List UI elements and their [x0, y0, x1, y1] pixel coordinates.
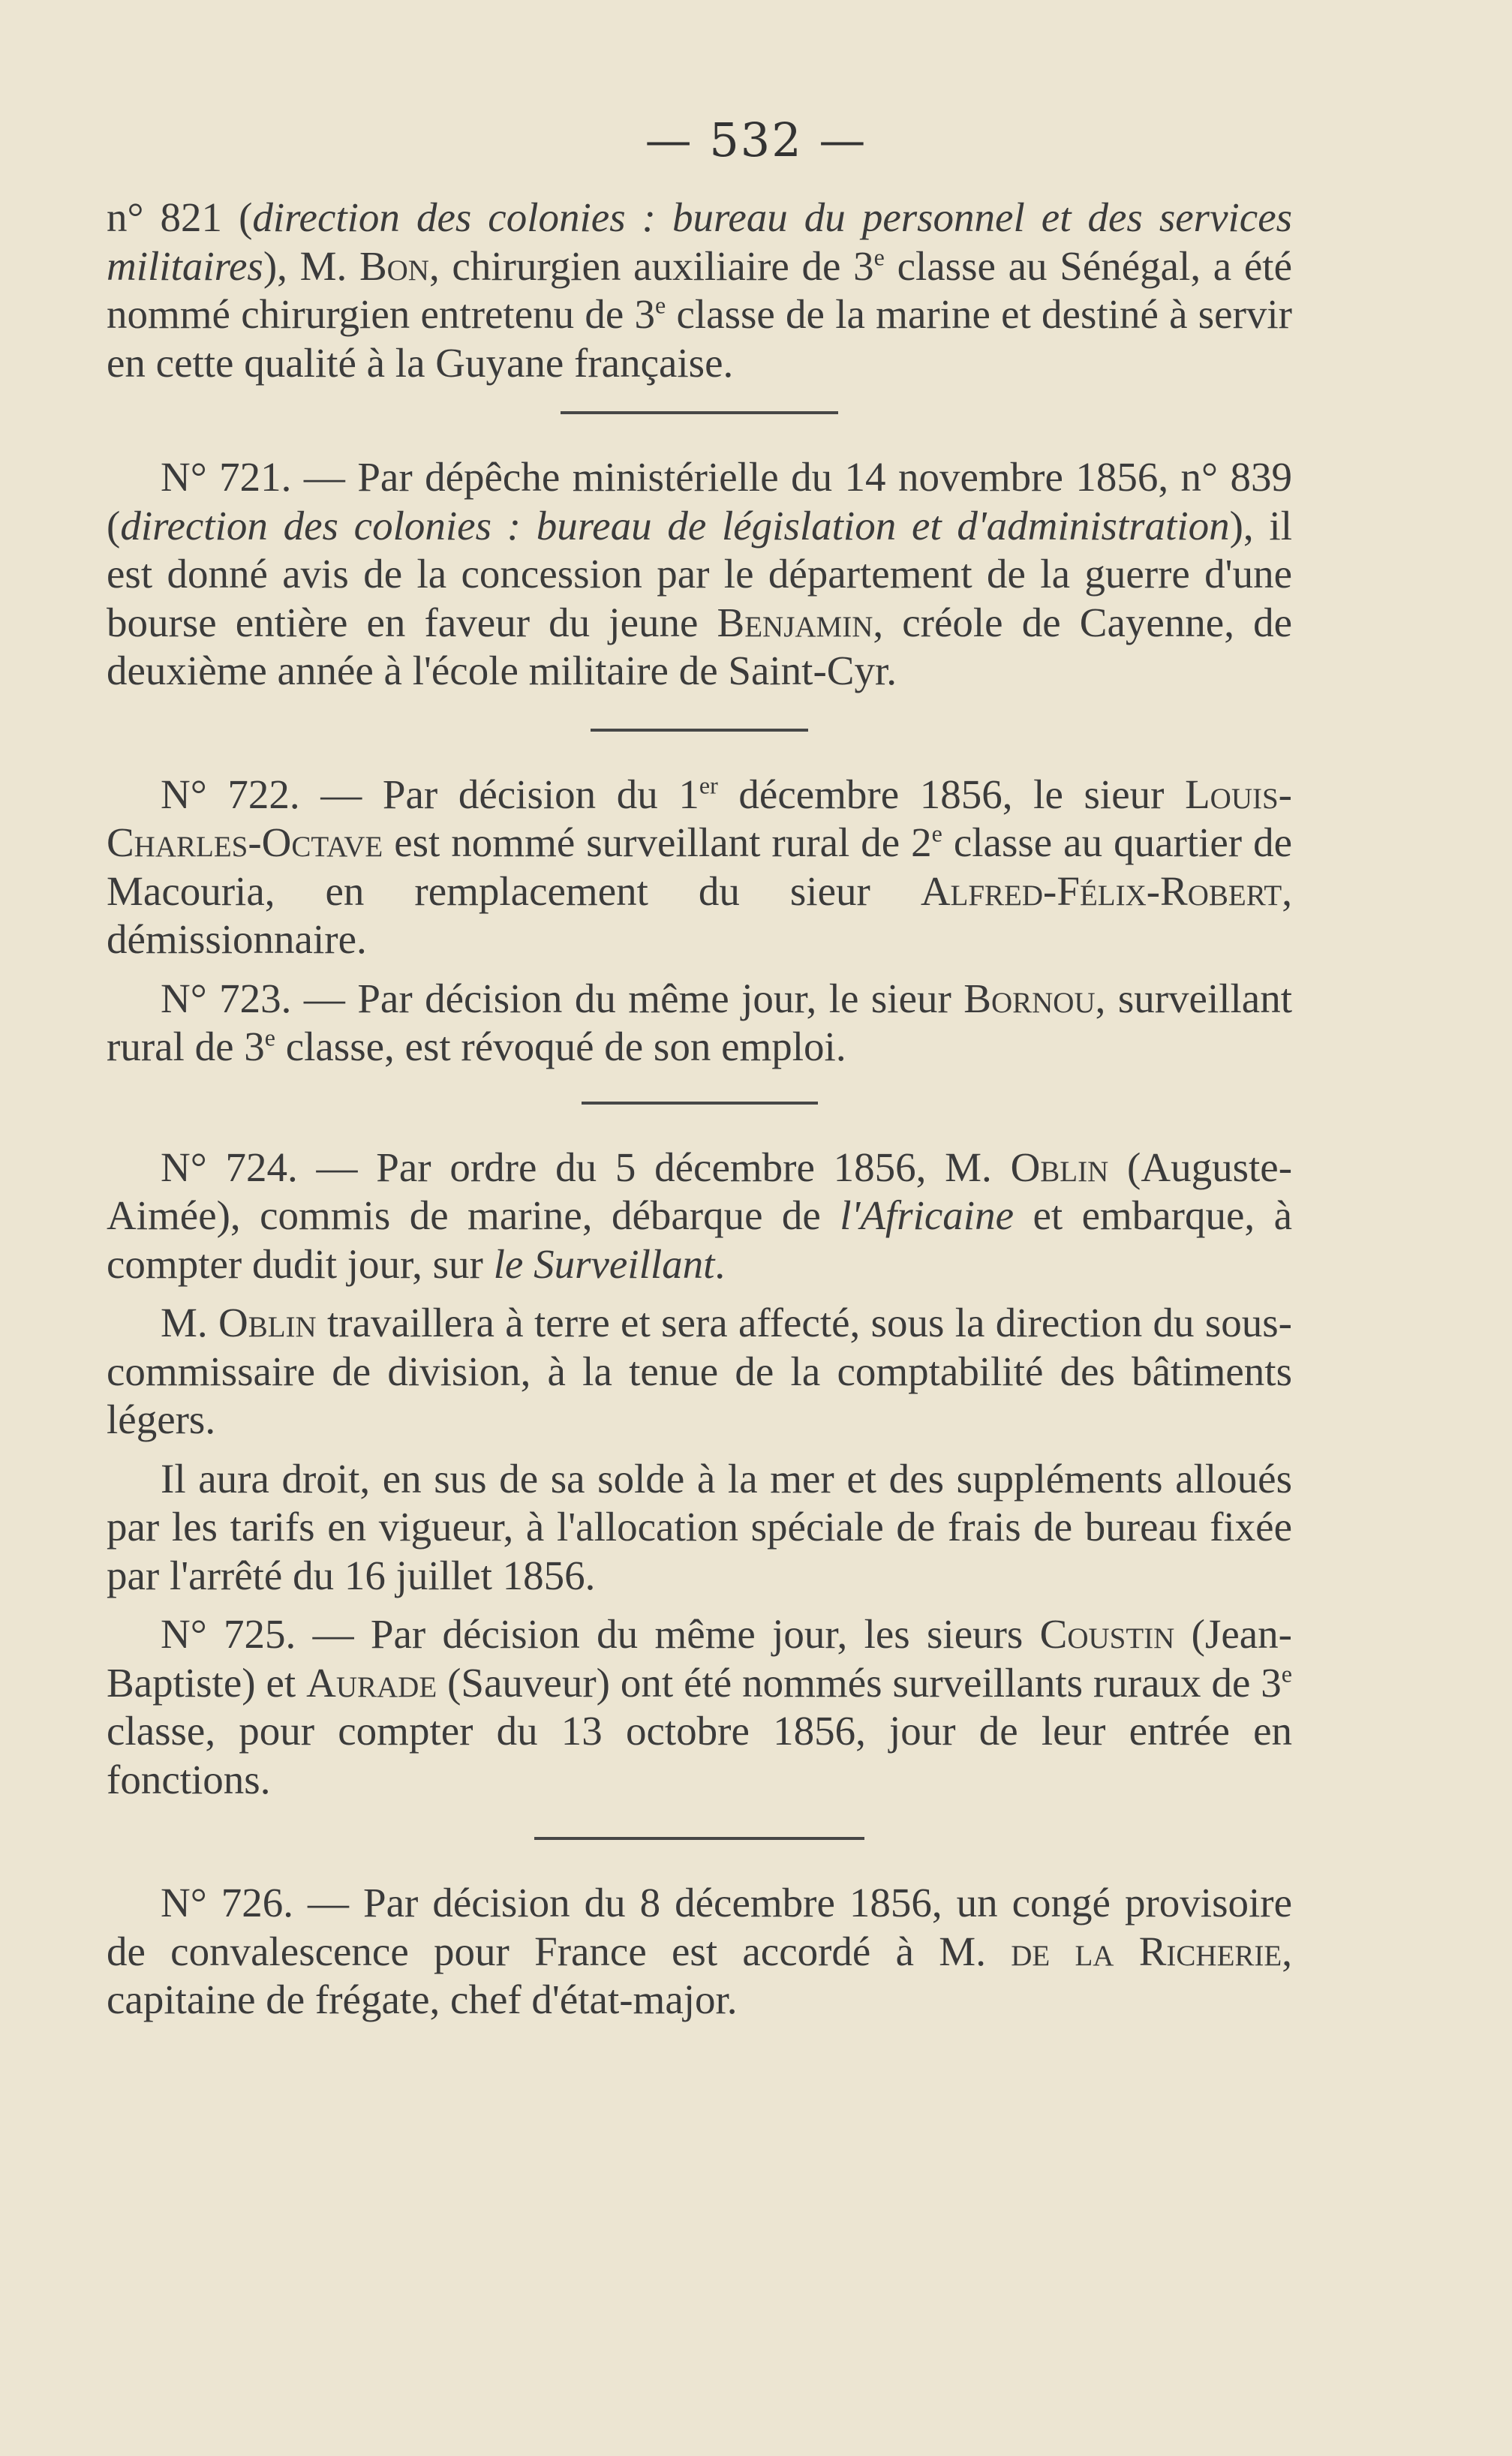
paragraph-724-allowance: Il aura droit, en sus de sa solde à la mer et des suppléments alloués par les tarifs en vigueur, à l'allocation spéciale de frais de bureau fixée par l'arrêté du 16 juillet 1856. — [107, 1455, 1292, 1598]
page-body — [107, 194, 1292, 2025]
paragraph-723: N° 723. — Par décision du même jour, le sieur Bornou, surveillant rural de 3e classe, est révoqué de son emploi. — [107, 975, 1292, 1069]
paragraph-continuation: n° 821 (direction des colonies : bureau du personnel et des services militaires), M. Bon, chirurgien auxiliaire de 3e classe au Sénégal, a été nommé chirurgien entretenu de 3e classe de la marine et destiné à servir en cette qualité à la Guyane française. — [107, 194, 1293, 386]
paragraph-725: N° 725. — Par décision du même jour, les sieurs Coustin (Jean-Baptiste) et Aurade (Sauveur) ont été nommés surveillants ruraux de 3e classe, pour compter du 13 octobre 1856, jour de leur entrée en fonctions. — [107, 1611, 1292, 1802]
paragraph-724-detail: M. Oblin travaillera à terre et sera affecté, sous la direction du sous-commissaire de division, à la tenue de la comptabilité des bâtiments légers. — [107, 1300, 1292, 1442]
page-number: — 532 — — [645, 113, 867, 167]
paragraph-722: N° 722. — Par décision du 1er décembre 1856, le sieur Louis-Charles-Octave est nommé surveillant rural de 2e classe au quartier de Macouria, en remplacement du sieur Alfred-Félix-Robert, démissionnaire. — [107, 771, 1292, 962]
separator-rule — [534, 1837, 864, 1840]
paragraph-721: N° 721. — Par dépêche ministérielle du 14 novembre 1856, n° 839 (direction des colonies : bureau de législation et d'administration), il est donné avis de la concession par le département de la guerre d'une bourse entière en faveur du jeune Benjamin, créole de Cayenne, de deuxième année à l'école militaire de Saint-Cyr. — [107, 454, 1292, 693]
separator-rule — [561, 411, 838, 414]
separator-rule — [582, 1102, 818, 1105]
paragraph-724: N° 724. — Par ordre du 5 décembre 1856, M. Oblin (Auguste-Aimée), commis de marine, débarque de l'Africaine et embarque, à compter dudit jour, sur le Surveillant. — [107, 1144, 1293, 1287]
separator-rule — [591, 729, 808, 732]
paragraph-726: N° 726. — Par décision du 8 décembre 1856, un congé provisoire de convalescence pour France est accordé à M. de la Richerie, capitaine de frégate, chef d'état-major. — [107, 1880, 1292, 2022]
